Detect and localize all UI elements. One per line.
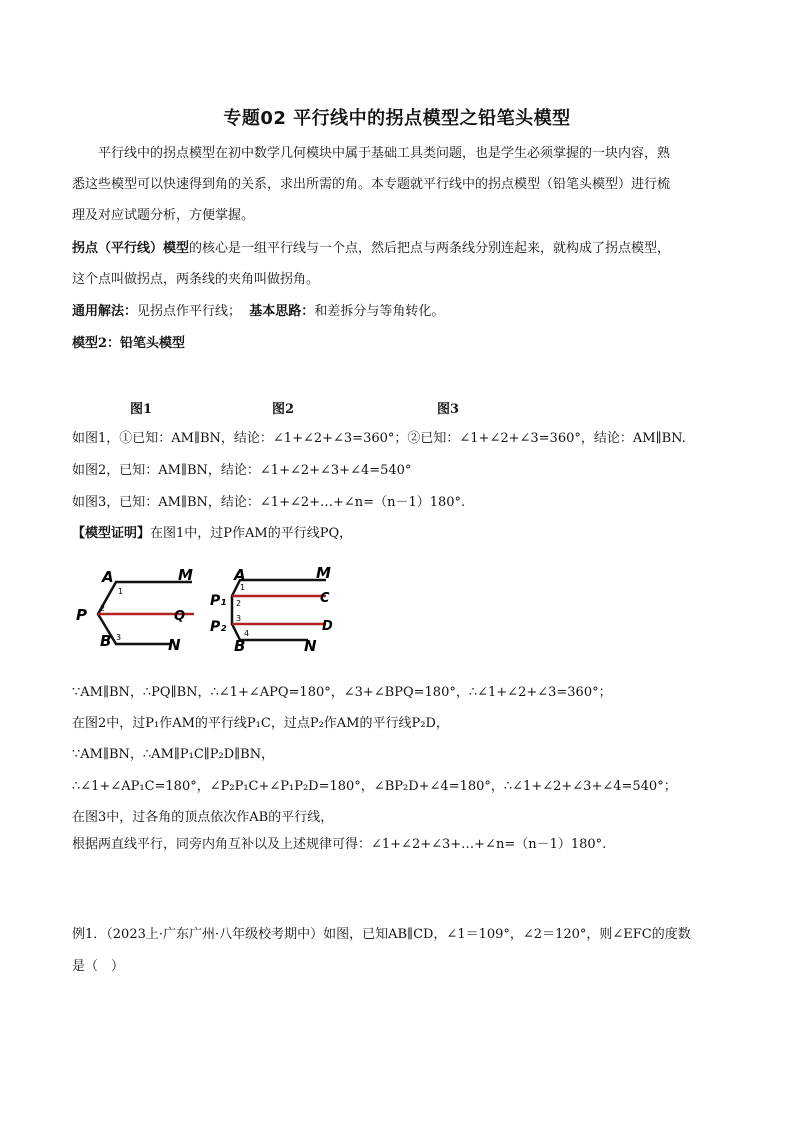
- label-C: C: [320, 591, 330, 606]
- example-line-1: 例1．（2023上·广东广州·八年级校考期中）如图，已知AB∥CD，∠1＝109°，∠2＝120°，则∠EFC的度数: [72, 927, 691, 942]
- conclusion-2: 如图2，已知：AM∥BN，结论：∠1+∠2+∠3+∠4=540°: [72, 463, 412, 478]
- label-N2: N: [304, 637, 317, 655]
- conclusion-1: 如图1，①已知：AM∥BN，结论：∠1+∠2+∠3=360°；②已知：∠1+∠2+∠3=360°，结论：AM∥BN.: [72, 431, 686, 446]
- proof-line-2: 在图2中，过P₁作AM的平行线P₁C，过点P₂作AM的平行线P₂D，: [72, 716, 449, 731]
- proof-line-5: 在图3中，过各角的顶点依次作AB的平行线，: [72, 810, 334, 825]
- label-Q: Q: [174, 609, 186, 624]
- page-title: 专题02 平行线中的拐点模型之铅笔头模型: [223, 108, 571, 129]
- angle-2: 2: [100, 604, 106, 613]
- method-text-2: 和差拆分与等角转化。: [314, 304, 445, 319]
- intro-line-2: 悉这些模型可以快速得到角的关系，求出所需的角。本专题就平行线中的拐点模型（铅笔头模型）进行梳: [72, 177, 671, 192]
- angle-3: 3: [116, 633, 122, 642]
- angle-1b: 1: [240, 583, 246, 592]
- label-D: D: [322, 619, 333, 634]
- fig-label-2: 图2: [272, 402, 295, 417]
- label-M: M: [178, 566, 193, 584]
- intro-line-3: 理及对应试题分析，方便掌握。: [72, 208, 255, 223]
- core-line-2: 这个点叫做拐点，两条线的夹角叫做拐角。: [72, 272, 320, 287]
- proof-line-6: 根据两直线平行，同旁内角互补以及上述规律可得：∠1+∠2+∠3+…+∠n=（n－1）180°.: [72, 837, 607, 852]
- proof-line-3: ∵AM∥BN，∴AM∥P₁C∥P₂D∥BN，: [72, 747, 275, 762]
- label-B2: B: [234, 637, 246, 655]
- label-P2: P₂: [210, 619, 227, 635]
- fig-label-3: 图3: [437, 402, 460, 417]
- method-label-2: 基本思路：: [249, 304, 315, 319]
- conclusion-3: 如图3，已知：AM∥BN，结论：∠1+∠2+…+∠n=（n－1）180°.: [72, 495, 466, 510]
- core-bold-term: 拐点（平行线）模型: [72, 241, 190, 256]
- angle-2b: 2: [236, 599, 242, 608]
- label-P: P: [76, 606, 87, 624]
- angle-1: 1: [118, 587, 124, 596]
- label-A: A: [102, 568, 114, 586]
- diagram-fig1: [70, 560, 210, 660]
- label-B: B: [100, 632, 112, 650]
- intro-line-1: 平行线中的拐点模型在初中数学几何模块中属于基础工具类问题，也是学生必须掌握的一块内容，熟: [98, 146, 671, 161]
- label-N: N: [168, 636, 181, 654]
- angle-3b: 3: [236, 614, 242, 623]
- core-text: 的核心是一组平行线与一个点，然后把点与两条线分别连起来，就构成了拐点模型，: [189, 241, 671, 256]
- label-A2: A: [234, 566, 246, 584]
- method-line: [72, 302, 724, 322]
- proof-heading: 【模型证明】: [72, 526, 151, 541]
- core-line-1: [72, 239, 724, 259]
- proof-line-1: ∵AM∥BN，∴PQ∥BN，∴∠1+∠APQ=180°，∠3+∠BPQ=180°，∴∠1+∠2+∠3=360°；: [72, 685, 612, 700]
- model-heading: 模型2：铅笔头模型: [72, 336, 186, 351]
- diagram-fig2: [208, 560, 348, 660]
- method-label-1: 通用解法：: [72, 304, 138, 319]
- proof-intro-line: [72, 524, 724, 544]
- fig-label-1: 图1: [130, 402, 153, 417]
- label-P1: P₁: [210, 593, 227, 609]
- method-text-1: 见拐点作平行线；: [137, 304, 242, 319]
- example-line-2: 是（ ）: [72, 959, 125, 974]
- angle-4b: 4: [244, 629, 250, 638]
- proof-line-4: ∴∠1+∠AP₁C=180°，∠P₂P₁C+∠P₁P₂D=180°，∠BP₂D+∠4=180°，∴∠1+∠2+∠3+∠4=540°；: [72, 779, 677, 794]
- proof-intro: 在图1中，过P作AM的平行线PQ，: [150, 526, 353, 541]
- label-M2: M: [316, 564, 331, 582]
